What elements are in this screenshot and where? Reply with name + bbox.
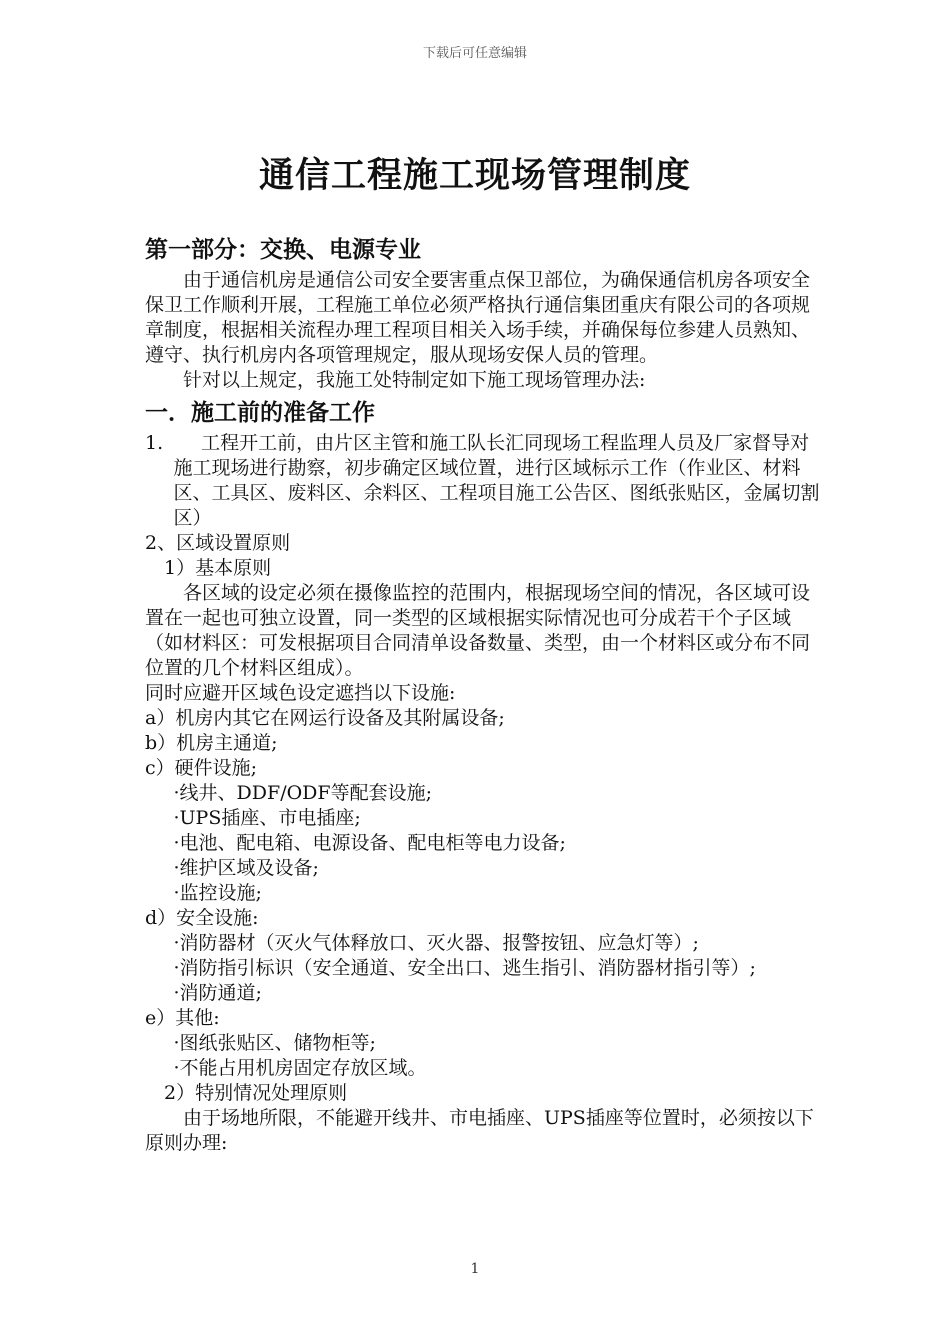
list-item-d-sub: ·消防器材（灭火气体释放口、灭火器、报警按钮、应急灯等）; [173, 932, 699, 954]
list-item-c-sub: ·UPS插座、市电插座; [173, 807, 361, 829]
list-item-a: a）机房内其它在网运行设备及其附属设备; [145, 707, 505, 729]
list-item-d: d）安全设施: [145, 907, 259, 929]
part1-heading: 第一部分：交换、电源专业 [145, 237, 421, 263]
item-2: 2、区域设置原则 [145, 532, 291, 554]
list-item-b: b）机房主通道; [145, 732, 278, 754]
section1-heading: 一．施工前的准备工作 [145, 400, 375, 426]
intro-paragraph: 由于通信机房是通信公司安全要害重点保卫部位，为确保通信机房各项安全保卫工作顺利开展，工程施工单位必须严格执行通信集团重庆有限公司的各项规章制度，根据相关流程办理工程项目相关入场手续，并确保每位参建人员熟知、遵守、执行机房内各项管理规定，服从现场安保人员的管理。 [145, 269, 811, 366]
list-item-c-sub: ·电池、配电箱、电源设备、配电柜等电力设备; [173, 832, 566, 854]
page-header: 下载后可任意编辑 [422, 46, 527, 61]
list-item-c: c）硬件设施; [145, 757, 258, 779]
list-item-c-sub: ·维护区域及设备; [173, 857, 319, 879]
list-item-d-sub: ·消防通道; [173, 982, 262, 1004]
list-item-d-sub [145, 956, 825, 981]
avoid-intro: 同时应避开区域色设定遮挡以下设施: [145, 682, 456, 704]
list-item-e: e）其他: [145, 1007, 220, 1029]
document-title: 通信工程施工现场管理制度 [258, 156, 691, 196]
item-2-1-paragraph: 各区域的设定必须在摄像监控的范围内，根据现场空间的情况，各区域可设置在一起也可独立设置，同一类型的区域根据实际情况也可分成若干个子区域（如材料区：可发根据项目合同清单设备数量、类型，由一个材料区或分布不同位置的几个材料区组成）。 [145, 582, 811, 679]
item-2-2-paragraph: 由于场地所限，不能避开线井、市电插座、UPS插座等位置时，必须按以下原则办理: [145, 1107, 814, 1154]
list-item-e-sub: ·图纸张贴区、储物柜等; [173, 1032, 376, 1054]
item-2-1: 1）基本原则 [164, 557, 272, 579]
list-item-e-sub: ·不能占用机房固定存放区域。 [173, 1057, 427, 1079]
document-body [145, 232, 825, 1156]
item-2-2: 2）特别情况处理原则 [164, 1082, 348, 1104]
list-item-c-sub: ·监控设施; [173, 882, 262, 904]
list-item-d-sub-text: ·消防指引标识（安全通道、安全出口、逃生指引、消防器材指引等）; [173, 957, 756, 979]
list-item-c-sub: ·线井、DDF/ODF等配套设施; [173, 782, 432, 804]
page-number: 1 [470, 1261, 480, 1277]
intro-paragraph-2: 针对以上规定，我施工处特制定如下施工现场管理办法: [183, 369, 646, 391]
item-1: 1. 工程开工前，由片区主管和施工队长汇同现场工程监理人员及厂家督导对施工现场进行勘察，初步确定区域位置，进行区域标示工作（作业区、材料区、工具区、废料区、余料区、工程项目施工公告区、图纸张贴区，金属切割区） [145, 432, 820, 529]
